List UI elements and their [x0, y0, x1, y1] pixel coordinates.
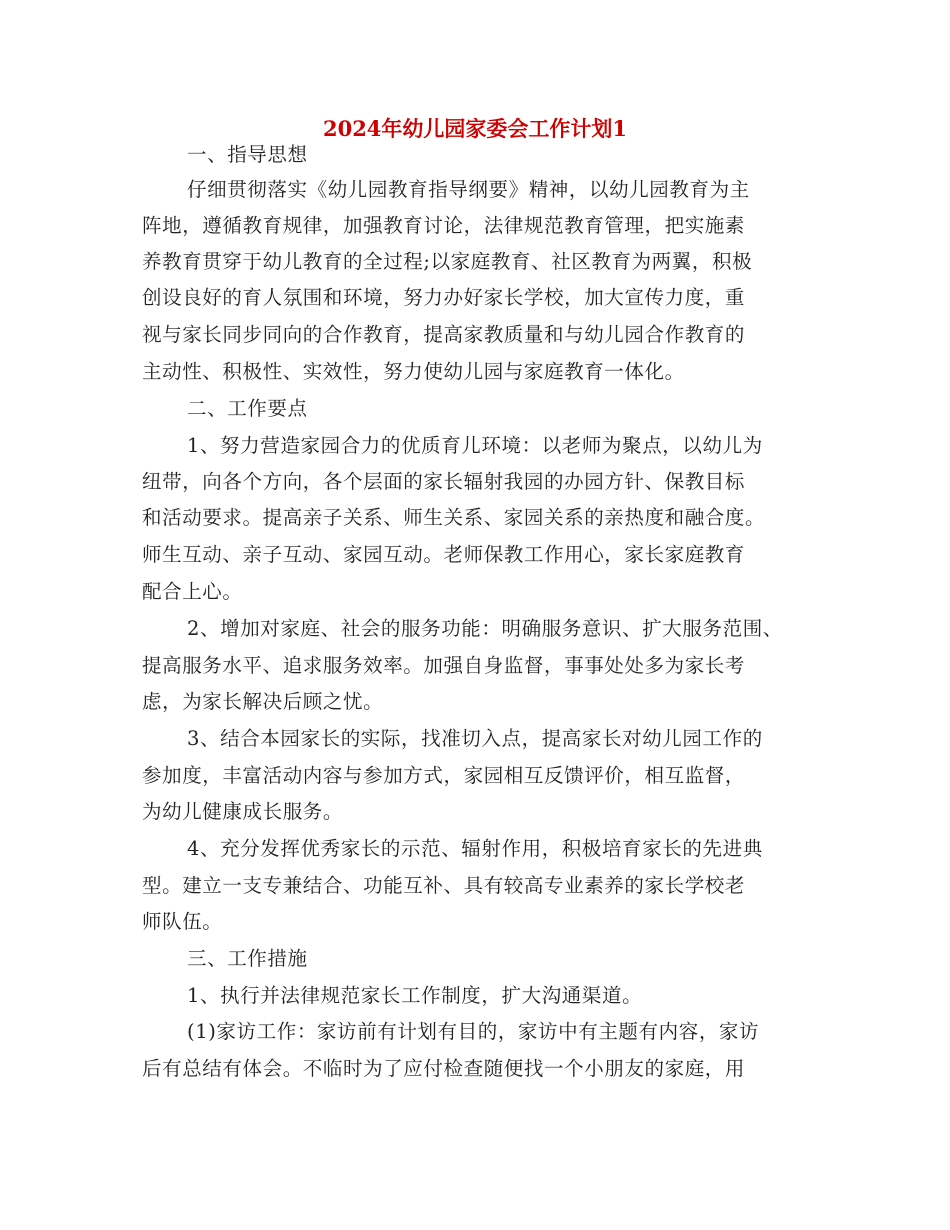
paragraph-line: 配合上心。 — [142, 580, 243, 603]
paragraph-line: 1、执行并法律规范家长工作制度，扩大沟通渠道。 — [187, 984, 643, 1007]
paragraph-line: 养教育贯穿于幼儿教育的全过程;以家庭教育、社区教育为两翼，积极 — [142, 250, 753, 273]
paragraph-line: 4、充分发挥优秀家长的示范、辐射作用，积极培育家长的先进典 — [187, 837, 763, 860]
paragraph-line: 后有总结有体会。不临时为了应付检查随便找一个小朋友的家庭，用 — [142, 1057, 746, 1080]
paragraph-line: 参加度，丰富活动内容与参加方式，家园相互反馈评价，相互监督， — [142, 764, 746, 787]
paragraph-line: 1、努力营造家园合力的优质育儿环境：以老师为聚点，以幼儿为 — [187, 434, 763, 457]
paragraph-line: 主动性、积极性、实效性，努力使幼儿园与家庭教育一体化。 — [142, 360, 685, 383]
paragraph-line: 师生互动、亲子互动、家园互动。老师保教工作用心，家长家庭教育 — [142, 543, 746, 566]
section-heading-guiding-ideology: 一、指导思想 — [187, 143, 308, 166]
paragraph-line: 虑，为家长解决后顾之忧。 — [142, 690, 384, 713]
paragraph-line: 创设良好的育人氛围和环境，努力办好家长学校，加大宣传力度，重 — [142, 286, 746, 309]
paragraph-line: 型。建立一支专兼结合、功能互补、具有较高专业素养的家长学校老 — [142, 874, 746, 897]
paragraph-line: 师队伍。 — [142, 910, 223, 933]
paragraph-line: 纽带，向各个方向，各个层面的家长辐射我园的办园方针、保教目标 — [142, 470, 746, 493]
paragraph-line: 2、增加对家庭、社会的服务功能：明确服务意识、扩大服务范围、 — [187, 617, 783, 640]
paragraph-line: 3、结合本园家长的实际，找准切入点，提高家长对幼儿园工作的 — [187, 727, 763, 750]
paragraph-line: 提高服务水平、追求服务效率。加强自身监督，事事处处多为家长考 — [142, 654, 746, 677]
document-title: 2024年幼儿园家委会工作计划1 — [322, 116, 628, 141]
paragraph-line: 仔细贯彻落实《幼儿园教育指导纲要》精神，以幼儿园教育为主 — [187, 178, 750, 201]
paragraph-line: 和活动要求。提高亲子关系、师生关系、家园关系的亲热度和融合度。 — [142, 506, 766, 529]
section-heading-work-measures: 三、工作措施 — [187, 947, 308, 970]
paragraph-line: (1)家访工作：家访前有计划有目的，家访中有主题有内容，家访 — [187, 1020, 760, 1043]
section-heading-work-points: 二、工作要点 — [187, 397, 308, 420]
paragraph-line: 为幼儿健康成长服务。 — [142, 800, 344, 823]
paragraph-line: 阵地，遵循教育规律，加强教育讨论，法律规范教育管理，把实施素 — [142, 214, 746, 237]
paragraph-line: 视与家长同步同向的合作教育，提高家教质量和与幼儿园合作教育的 — [142, 323, 746, 346]
